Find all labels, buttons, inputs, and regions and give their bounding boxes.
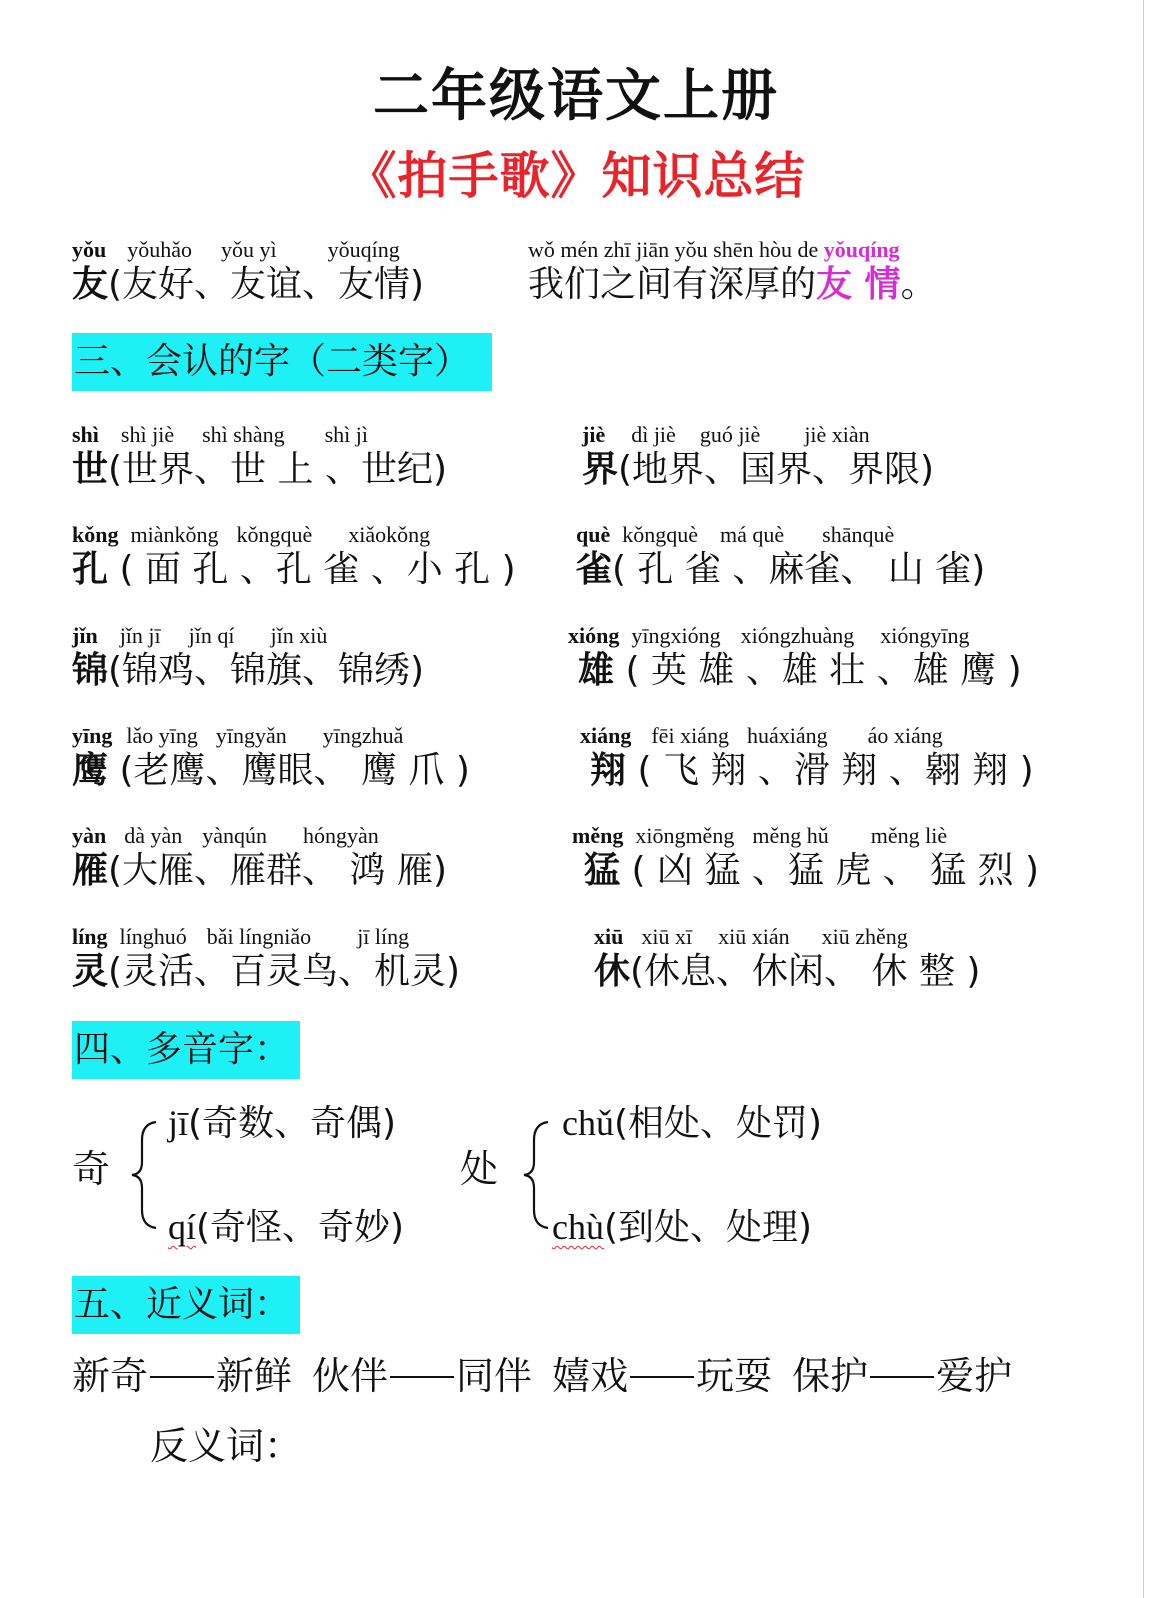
synonym-word: 嬉戏	[552, 1354, 629, 1398]
pinyin-word: kǒngquè	[236, 522, 313, 547]
pinyin-word: yǒu yì	[221, 237, 277, 262]
dash-icon	[870, 1376, 934, 1378]
pinyin-word: shì shàng	[202, 422, 285, 447]
char-entry-shi	[72, 423, 447, 493]
hanzi-line	[72, 262, 424, 308]
head-char: 孔	[72, 549, 109, 590]
pinyin-word: xiū zhěng	[821, 924, 908, 949]
polyphone-char: 处	[460, 1147, 499, 1191]
pinyin-word: shānquè	[822, 522, 895, 547]
pinyin-word: xiū xī	[641, 924, 693, 949]
word-list: ( 英 雄 、雄 壮 、雄 鹰 )	[614, 650, 1022, 691]
head-char: 鹰	[72, 750, 109, 791]
head-char: 世	[72, 449, 109, 490]
synonym-word: 同伴	[456, 1354, 533, 1398]
reading-pinyin: qí	[168, 1207, 197, 1247]
pinyin-main: xiáng	[580, 723, 632, 748]
head-char: 雀	[576, 549, 613, 590]
synonym-word: 保护	[792, 1354, 869, 1398]
pinyin-word: jǐn jī	[119, 623, 161, 648]
dash-icon	[150, 1376, 214, 1378]
pinyin-main: měng	[572, 823, 624, 848]
char-entry-xiang	[580, 724, 1034, 794]
pinyin-word: huáxiáng	[746, 723, 828, 748]
pinyin-main: yàn	[72, 823, 107, 848]
pinyin-word: xiōngměng	[635, 823, 735, 848]
dash-icon	[390, 1376, 454, 1378]
word-list: ( 孔 雀 、麻雀、 山 雀)	[612, 549, 986, 590]
word-list: (大雁、雁群、 鸿 雁)	[108, 850, 447, 891]
pinyin-main: jiè	[582, 422, 606, 447]
head-char: 灵	[72, 951, 109, 992]
sentence-pinyin-highlight: yǒuqíng	[823, 237, 900, 262]
sentence-hanzi	[528, 262, 937, 308]
polyphone-reading	[168, 1100, 396, 1147]
pinyin-main: què	[576, 522, 611, 547]
word-list: (世界、世 上 、世纪)	[108, 449, 447, 490]
pinyin-word: hóngyàn	[303, 823, 379, 848]
pinyin-word: kǒngquè	[622, 522, 699, 547]
reading-words: (奇怪、奇妙)	[196, 1207, 405, 1248]
char-entry-xiu	[594, 925, 980, 995]
pinyin-main: líng	[72, 924, 108, 949]
reading-pinyin: chù	[552, 1207, 604, 1247]
head-char: 休	[594, 951, 631, 992]
pinyin-main: xiū	[594, 924, 624, 949]
char-entry-que	[576, 523, 985, 593]
pinyin-word: áo xiáng	[867, 723, 943, 748]
synonym-pair	[72, 1350, 292, 1402]
pinyin-word: yǒuqíng	[327, 237, 400, 262]
synonym-word: 伙伴	[312, 1354, 389, 1398]
pinyin-word: xiū xián	[718, 924, 790, 949]
pinyin-word: xióngyīng	[880, 623, 970, 648]
pinyin-word: jǐn xiù	[270, 623, 328, 648]
section-heading-polyphones: 四、多音字：	[72, 1021, 300, 1079]
word-list: ( 凶 猛 、猛 虎 、 猛 烈 )	[620, 850, 1040, 891]
pinyin-main: yǒu	[72, 237, 107, 262]
pinyin-main: shì	[72, 422, 99, 447]
reading-pinyin: jī	[168, 1103, 189, 1143]
char-entry-yan	[72, 824, 447, 894]
word-list: (地界、国界、界限)	[618, 449, 935, 490]
word-list: (灵活、百灵鸟、机灵)	[108, 951, 461, 992]
reading-words: (奇数、奇偶)	[188, 1103, 397, 1144]
pinyin-word: yànqún	[202, 823, 268, 848]
synonym-word: 爱护	[936, 1354, 1013, 1398]
pinyin-word: lǎo yīng	[126, 723, 198, 748]
synonym-word: 新鲜	[216, 1354, 293, 1398]
head-char: 翔	[590, 750, 627, 791]
sentence-highlight: 友 情	[816, 264, 901, 305]
char-entry-ling	[72, 925, 460, 995]
pinyin-word: línghuó	[119, 924, 187, 949]
pinyin-main: kǒng	[72, 522, 119, 547]
pinyin-word: dà yàn	[124, 823, 183, 848]
pinyin-word: guó jiè	[699, 422, 761, 447]
pinyin-main: xióng	[568, 623, 620, 648]
char-entry-jin	[72, 624, 424, 694]
word-list: ( 面 孔 、孔 雀 、小 孔 )	[108, 549, 516, 590]
example-sentence	[528, 238, 937, 308]
head-char: 界	[582, 449, 619, 490]
sentence-end: 。	[900, 264, 937, 305]
pinyin-line	[72, 238, 424, 262]
head-char: 雁	[72, 850, 109, 891]
pinyin-word: má què	[720, 522, 785, 547]
pinyin-word: měng hǔ	[752, 823, 829, 848]
synonym-pair	[792, 1350, 1012, 1402]
pinyin-word: yīngxióng	[631, 623, 721, 648]
dash-icon	[630, 1376, 694, 1378]
reading-words: (相处、处罚)	[613, 1103, 823, 1144]
pinyin-word: shì jiè	[120, 422, 175, 447]
char-entry-ying	[72, 724, 470, 794]
pinyin-word: fēi xiáng	[651, 723, 729, 748]
synonym-list	[72, 1350, 1032, 1402]
pinyin-main: yīng	[72, 723, 113, 748]
page-subtitle: 《拍手歌》知识总结	[346, 147, 806, 205]
pinyin-word: měng liè	[870, 823, 948, 848]
synonym-pair	[552, 1350, 772, 1402]
char-entry-xiong	[568, 624, 1022, 694]
word-list: (休息、休闲、 休 整 )	[630, 951, 981, 992]
synonym-pair	[312, 1350, 532, 1402]
pinyin-main: jǐn	[72, 623, 98, 648]
char-entry-meng	[572, 824, 1039, 894]
polyphone-reading	[552, 1204, 812, 1251]
word-list: (友好、友谊、友情)	[108, 264, 425, 305]
polyphone-reading	[562, 1100, 822, 1147]
pinyin-word: bǎi língniǎo	[206, 924, 312, 949]
word-list: ( 飞 翔 、滑 翔 、翱 翔 )	[626, 750, 1034, 791]
char-entry-kong	[72, 523, 516, 593]
pinyin-word: dì jiè	[631, 422, 676, 447]
sentence-text: 我们之间有深厚的	[528, 264, 817, 305]
synonym-word: 新奇	[72, 1354, 149, 1398]
word-list: (锦鸡、锦旗、锦绣)	[108, 650, 425, 691]
pinyin-word: yīngzhuǎ	[322, 723, 404, 748]
pinyin-word: yīngyǎn	[215, 723, 287, 748]
head-char: 猛	[584, 850, 621, 891]
reading-pinyin: chǔ	[562, 1103, 614, 1143]
word-list: (老鹰、鹰眼、 鹰 爪 )	[108, 750, 470, 791]
head-char: 友	[72, 264, 109, 305]
section-heading-recognize: 三、会认的字（二类字）	[72, 333, 492, 391]
pinyin-word: xiǎokǒng	[348, 522, 431, 547]
polyphone-char: 奇	[72, 1147, 111, 1191]
polyphone-reading	[168, 1204, 404, 1251]
synonym-word: 玩耍	[696, 1354, 773, 1398]
pinyin-word: xióngzhuàng	[740, 623, 855, 648]
reading-words: (到处、处理)	[603, 1207, 813, 1248]
pinyin-word: yǒuhǎo	[127, 237, 193, 262]
pinyin-word: jī líng	[357, 924, 410, 949]
pinyin-word: miànkǒng	[130, 522, 219, 547]
pinyin-word: jiè xiàn	[804, 422, 870, 447]
char-entry-jie	[582, 423, 934, 493]
page-title: 二年级语文上册	[373, 64, 779, 129]
pinyin-word: jǐn qí	[188, 623, 235, 648]
curly-brace-icon	[128, 1118, 162, 1232]
head-char: 雄	[578, 650, 615, 691]
page-edge-rule	[1143, 0, 1144, 1598]
curly-brace-icon	[520, 1118, 554, 1232]
antonyms-heading: 反义词：	[150, 1424, 303, 1468]
head-char: 锦	[72, 650, 109, 691]
sentence-pinyin-text: wǒ mén zhī jiān yǒu shēn hòu de	[528, 237, 819, 262]
char-entry-you	[72, 238, 424, 308]
pinyin-word: shì jì	[324, 422, 368, 447]
sentence-pinyin	[528, 238, 937, 262]
section-heading-synonyms: 五、近义词：	[72, 1276, 300, 1334]
